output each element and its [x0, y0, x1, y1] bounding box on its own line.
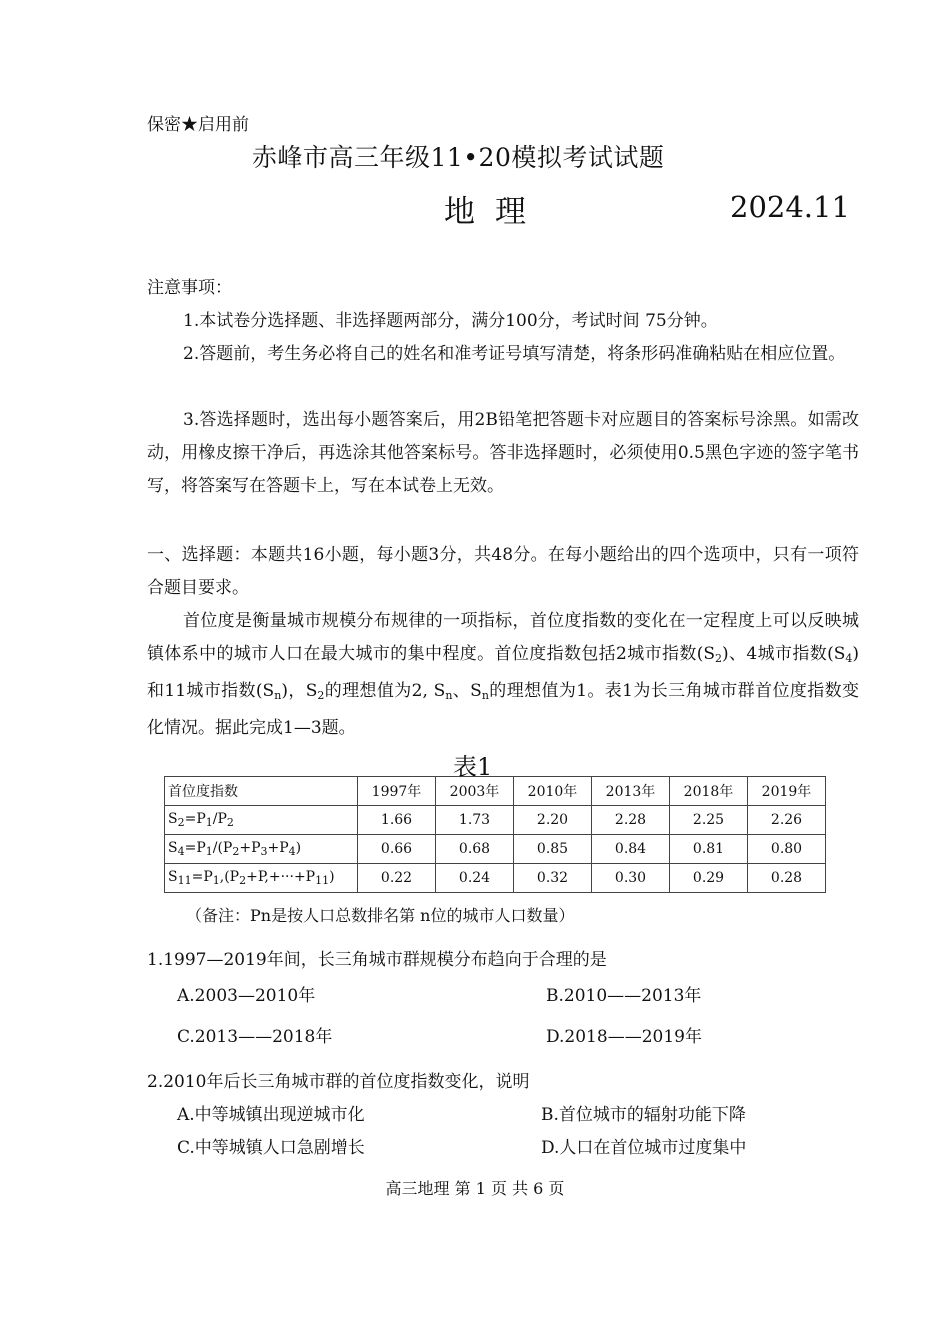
notice-item-1: 1.本试卷分选择题、非选择题两部分，满分100分，考试时间 75分钟。: [183, 311, 718, 331]
table-title: 表1: [453, 753, 493, 781]
table-header-cell: 2019年: [748, 777, 826, 806]
table-header-cell: 2010年: [514, 777, 592, 806]
table-cell: 0.22: [358, 864, 436, 893]
confidential-label: 保密★启用前: [147, 115, 249, 135]
table-cell: 0.28: [748, 864, 826, 893]
subject-char-1: 地: [444, 194, 477, 230]
table-cell: 0.29: [670, 864, 748, 893]
passage: 首位度是衡量城市规模分布规律的一项指标，首位度指数的变化在一定程度上可以反映城镇体系中的城市人口在最大城市的集中程度。首位度指数包括2城市指数$(S_2)$、4城市指数$(S_4)$和11城市指数$(S_n)$，$S_2$的理想值为2, $S_n$、$S_n$的理想值为1。表1为长三角城市群首位度指数变化情况。据此完成1—3题。: [147, 611, 859, 738]
table-cell: 2.20: [514, 806, 592, 835]
table-cell: 0.66: [358, 835, 436, 864]
question-2-option-a: A.中等城镇出现逆城市化: [177, 1105, 365, 1125]
question-2-stem: 2.2010年后长三角城市群的首位度指数变化，说明: [147, 1072, 530, 1092]
notice-item-3: 3.答选择题时，选出每小题答案后，用2B铅笔把答题卡对应题目的答案标号涂黑。如需改动，用橡皮擦干净后，再选涂其他答案标号。答非选择题时，必须使用0.5黑色字迹的签字笔书写，将答案写在答题卡上，写在本试卷上无效。: [147, 410, 859, 496]
table-header-cell: 1997年: [358, 777, 436, 806]
section-heading: 一、选择题：本题共16小题，每小题3分，共48分。在每小题给出的四个选项中，只有一项符合题目要求。: [147, 545, 859, 598]
table-header-cell: 2018年: [670, 777, 748, 806]
table-note: （备注：Pn是按人口总数排名第 n位的城市人口数量）: [186, 906, 575, 925]
table-cell: 0.68: [436, 835, 514, 864]
exam-date: 2024.11: [730, 190, 850, 224]
table-row-label: $S_2=P_1/P_2$: [165, 806, 358, 835]
table-row: [165, 835, 826, 864]
notice-heading: 注意事项：: [147, 278, 232, 298]
table-row-label: $S_{11}=P_1,(P_2+P,+\cdot\cdot\cdot+P_{11})$: [165, 864, 358, 893]
subject-title: [444, 186, 528, 231]
primacy-index-table: [164, 776, 826, 893]
table-header-cell: 首位度指数: [165, 777, 358, 806]
table-cell: 0.81: [670, 835, 748, 864]
page-footer: 高三地理 第 1 页 共 6 页: [385, 1179, 565, 1198]
table-header-row: [165, 777, 826, 806]
table-cell: 1.66: [358, 806, 436, 835]
question-2-option-c: C.中等城镇人口急剧增长: [177, 1138, 365, 1158]
question-1-stem: 1.1997—2019年间，长三角城市群规模分布趋向于合理的是: [147, 950, 607, 970]
table-cell: 0.80: [748, 835, 826, 864]
table-cell: 0.84: [592, 835, 670, 864]
exam-title: 赤峰市高三年级11•20模拟考试试题: [252, 143, 665, 172]
table-row: [165, 806, 826, 835]
question-1-option-d: D.2018——2019年: [546, 1027, 702, 1047]
table-cell: 1.73: [436, 806, 514, 835]
table-header-cell: 2013年: [592, 777, 670, 806]
table-cell: 0.32: [514, 864, 592, 893]
question-1-option-c: C.2013——2018年: [177, 1027, 333, 1047]
question-2-option-d: D.人口在首位城市过度集中: [541, 1138, 747, 1158]
table-row-label: $S_4=P_1/(P_2+P_3+P_4)$: [165, 835, 358, 864]
table-header-cell: 2003年: [436, 777, 514, 806]
table-cell: 2.25: [670, 806, 748, 835]
table-row: [165, 864, 826, 893]
question-2-option-b: B.首位城市的辐射功能下降: [541, 1105, 746, 1125]
table-cell: 0.85: [514, 835, 592, 864]
notice-item-2: 2.答题前，考生务必将自己的姓名和准考证号填写清楚，将条形码准确粘贴在相应位置。: [183, 344, 846, 364]
table-cell: 0.24: [436, 864, 514, 893]
table-cell: 2.28: [592, 806, 670, 835]
question-1-option-a: A.2003—2010年: [177, 986, 316, 1006]
table-cell: 0.30: [592, 864, 670, 893]
table-cell: 2.26: [748, 806, 826, 835]
subject-char-2: 理: [495, 194, 528, 230]
question-1-option-b: B.2010——2013年: [546, 986, 702, 1006]
